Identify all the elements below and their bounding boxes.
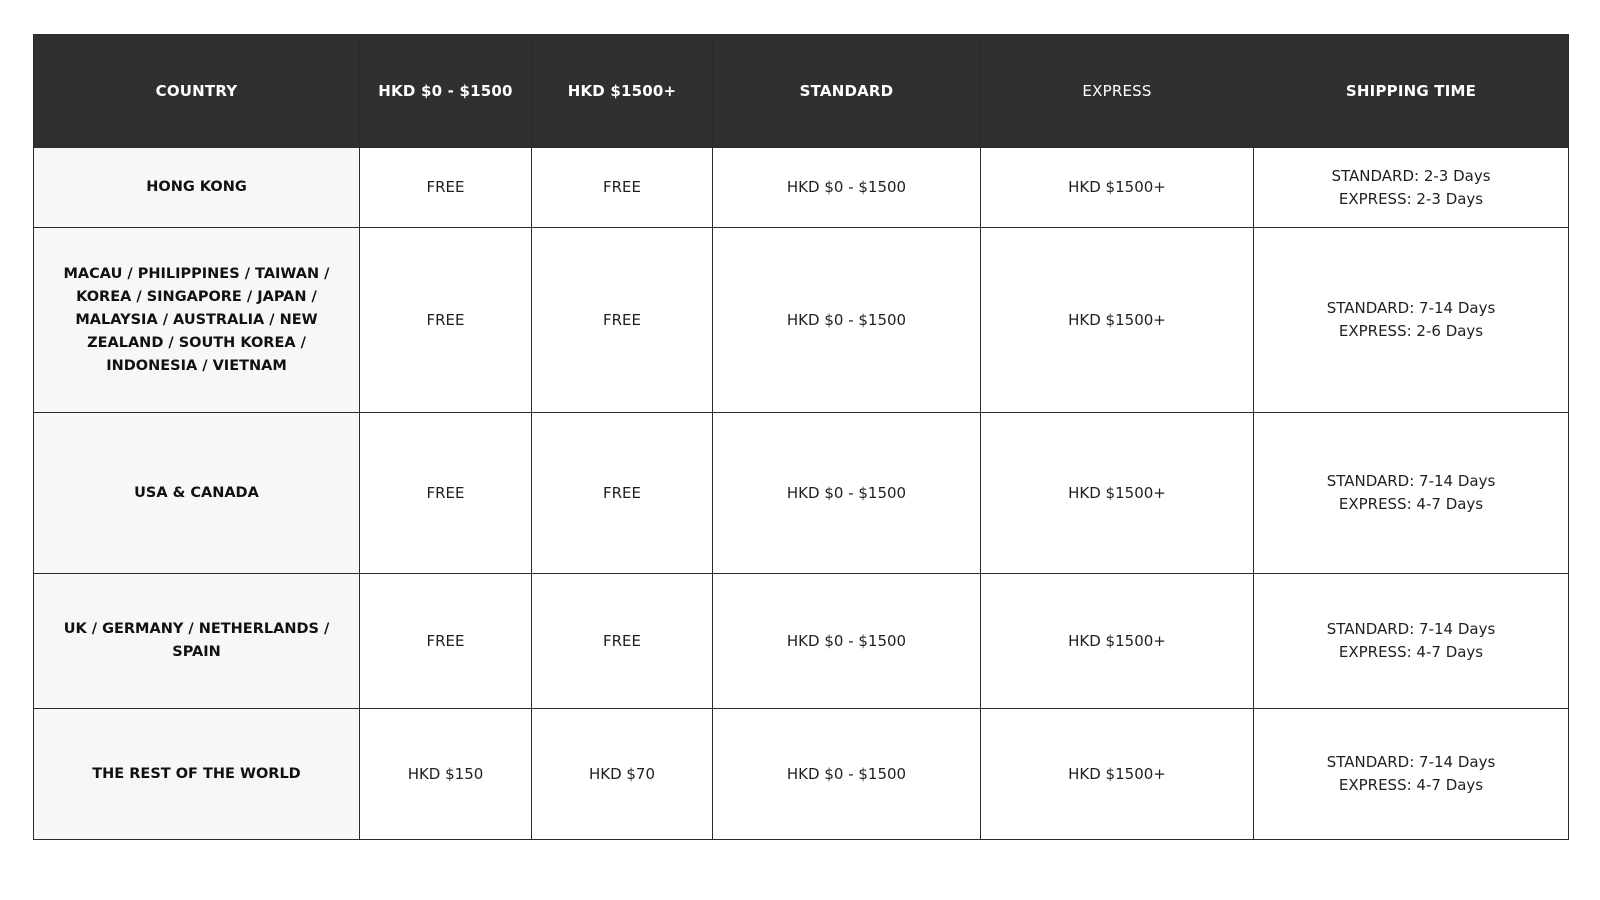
express-cell: HKD $1500+ bbox=[981, 228, 1254, 413]
table-row bbox=[34, 709, 1569, 840]
shipping-time-express: EXPRESS: 4-7 Days bbox=[1338, 495, 1484, 513]
shipping-time-cell bbox=[1254, 413, 1569, 574]
table-row bbox=[34, 413, 1569, 574]
shipping-time-standard: STANDARD: 7-14 Days bbox=[1326, 753, 1496, 771]
header-row bbox=[34, 35, 1569, 148]
country-cell: MACAU / PHILIPPINES / TAIWAN / KOREA / SINGAPORE / JAPAN / MALAYSIA / AUSTRALIA / NEW ZEALAND / SOUTH KOREA / INDONESIA / VIETNAM bbox=[34, 228, 360, 413]
country-cell: HONG KONG bbox=[34, 148, 360, 228]
table-row bbox=[34, 148, 1569, 228]
rate-low-cell: FREE bbox=[360, 574, 532, 709]
shipping-time-cell bbox=[1254, 574, 1569, 709]
standard-cell: HKD $0 - $1500 bbox=[713, 413, 981, 574]
shipping-time-cell bbox=[1254, 148, 1569, 228]
header-express: EXPRESS bbox=[981, 35, 1254, 148]
shipping-time-standard: STANDARD: 7-14 Days bbox=[1326, 620, 1496, 638]
rate-high-cell: FREE bbox=[532, 228, 713, 413]
table-row bbox=[34, 228, 1569, 413]
header-shipping-time: SHIPPING TIME bbox=[1254, 35, 1569, 148]
header-hkd-1500-plus: HKD $1500+ bbox=[532, 35, 713, 148]
country-cell: USA & CANADA bbox=[34, 413, 360, 574]
header-hkd-0-1500: HKD $0 - $1500 bbox=[360, 35, 532, 148]
shipping-time-express: EXPRESS: 2-3 Days bbox=[1338, 189, 1484, 208]
rate-low-cell: FREE bbox=[360, 148, 532, 228]
express-cell: HKD $1500+ bbox=[981, 709, 1254, 840]
rate-low-cell: HKD $150 bbox=[360, 709, 532, 840]
shipping-time-standard: STANDARD: 7-14 Days bbox=[1326, 472, 1496, 490]
standard-cell: HKD $0 - $1500 bbox=[713, 574, 981, 709]
express-cell: HKD $1500+ bbox=[981, 413, 1254, 574]
country-cell: THE REST OF THE WORLD bbox=[34, 709, 360, 840]
rate-low-cell: FREE bbox=[360, 228, 532, 413]
shipping-time-express: EXPRESS: 4-7 Days bbox=[1338, 643, 1484, 661]
shipping-time-standard: STANDARD: 2-3 Days bbox=[1331, 166, 1491, 185]
shipping-time-standard: STANDARD: 7-14 Days bbox=[1326, 299, 1496, 317]
rate-high-cell: FREE bbox=[532, 574, 713, 709]
header-standard: STANDARD bbox=[713, 35, 981, 148]
shipping-time-express: EXPRESS: 2-6 Days bbox=[1338, 322, 1484, 340]
standard-cell: HKD $0 - $1500 bbox=[713, 148, 981, 228]
rate-low-cell: FREE bbox=[360, 413, 532, 574]
standard-cell: HKD $0 - $1500 bbox=[713, 228, 981, 413]
table-row bbox=[34, 574, 1569, 709]
rate-high-cell: FREE bbox=[532, 148, 713, 228]
shipping-time-express: EXPRESS: 4-7 Days bbox=[1338, 776, 1484, 794]
table-header bbox=[34, 35, 1569, 148]
express-cell: HKD $1500+ bbox=[981, 574, 1254, 709]
rate-high-cell: FREE bbox=[532, 413, 713, 574]
standard-cell: HKD $0 - $1500 bbox=[713, 709, 981, 840]
shipping-time-cell bbox=[1254, 709, 1569, 840]
shipping-time-cell bbox=[1254, 228, 1569, 413]
express-cell: HKD $1500+ bbox=[981, 148, 1254, 228]
country-cell: UK / GERMANY / NETHERLANDS / SPAIN bbox=[34, 574, 360, 709]
header-country: COUNTRY bbox=[34, 35, 360, 148]
rate-high-cell: HKD $70 bbox=[532, 709, 713, 840]
shipping-rates-table bbox=[33, 34, 1569, 840]
table-body bbox=[34, 148, 1569, 840]
